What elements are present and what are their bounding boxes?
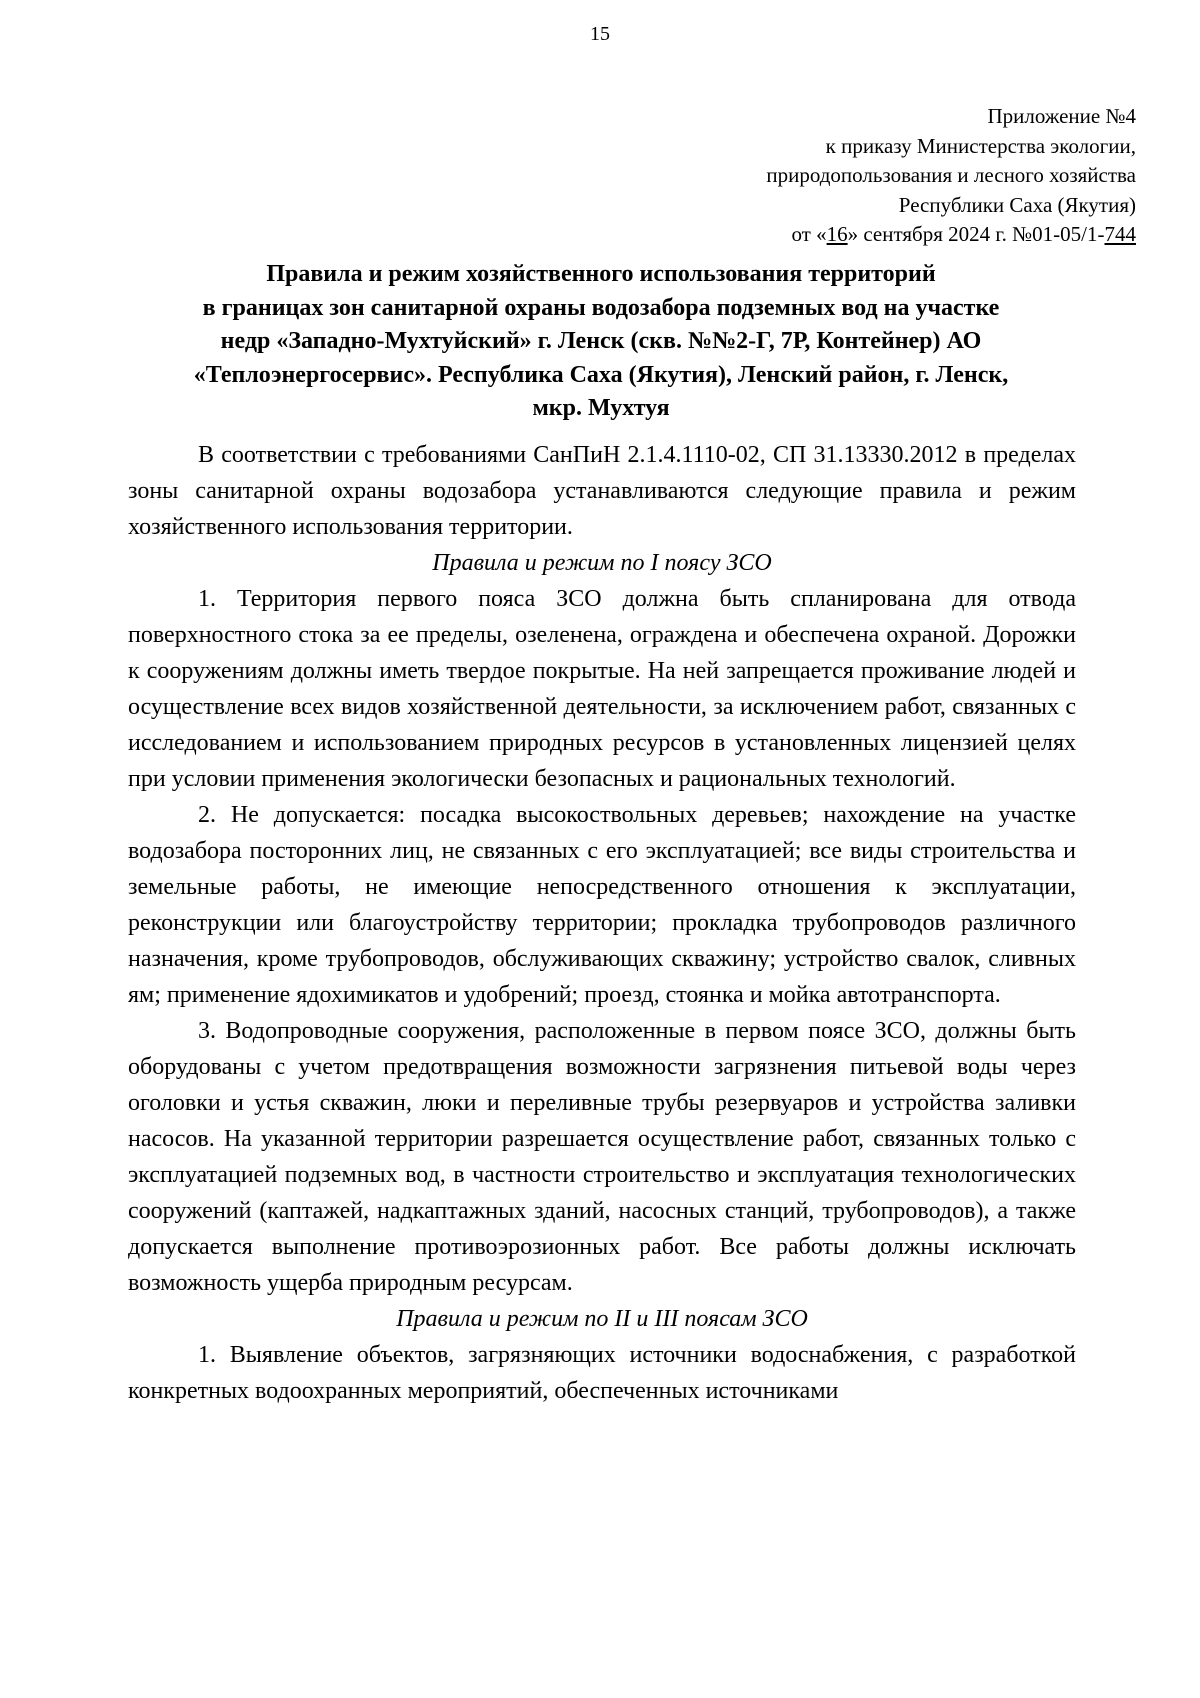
zone-1-rule-3: 3. Водопроводные сооружения, расположенные в первом поясе ЗСО, должны быть оборудованы с учетом предотвращения возможности загрязнения питьевой воды через оголовки и устья скважин, люки и переливные трубы резервуаров и устройства заливки насосов. На указанной территории разрешается осуществление работ, связанных только с эксплуатацией подземных вод, в частности строительство и эксплуатация технологических сооружений (каптажей, надкаптажных зданий, насосных станций, трубопроводов), а также допускается выполнение противоэрозионных работ. Все работы должны исключать возможность ущерба природным ресурсам. bbox=[128, 1018, 1076, 1296]
appendix-header bbox=[766, 102, 1136, 250]
intro-paragraph: В соответствии с требованиями СанПиН 2.1.4.1110-02, СП 31.13330.2012 в пределах зоны санитарной охраны водозабора устанавливаются следующие правила и режим хозяйственного использования территории. bbox=[128, 442, 1076, 540]
appendix-label: Приложение №4 bbox=[987, 104, 1136, 128]
title-line: в границах зон санитарной охраны водозабора подземных вод на участке bbox=[202, 294, 1000, 321]
zone-2-3-rule-1: 1. Выявление объектов, загрязняющих источники водоснабжения, с разработкой конкретных водоохранных мероприятий, обеспеченных источниками bbox=[128, 1342, 1076, 1404]
section-heading-zone-2-3: Правила и режим по II и III поясам ЗСО bbox=[396, 1306, 808, 1332]
title-line: мкр. Мухтуя bbox=[532, 395, 670, 421]
appendix-republic: Республики Саха (Якутия) bbox=[898, 192, 1136, 217]
date-day: 16 bbox=[826, 222, 848, 246]
title-line: недр «Западно-Мухтуйский» г. Ленск (скв. №№2-Г, 7Р, Контейнер) АО bbox=[220, 328, 982, 354]
document-title bbox=[120, 258, 1082, 426]
appendix-ministry: природопользования и лесного хозяйства bbox=[766, 163, 1136, 187]
date-middle: » сентября 2024 г. №01-05/1- bbox=[847, 222, 1105, 246]
section-heading-zone-1: Правила и режим по I поясу ЗСО bbox=[432, 550, 772, 576]
zone-1-rule-1: 1. Территория первого пояса ЗСО должна быть спланирована для отвода поверхностного стока за ее пределы, озеленена, ограждена и обеспечена охраной. Дорожки к сооружениям должны иметь твердое покрытые. На ней запрещается проживание людей и осуществление всех видов хозяйственной деятельности, за исключением работ, связанных с исследованием и использованием природных ресурсов в установленных лицензией целях при условии применения экологически безопасных и рациональных технологий. bbox=[128, 586, 1076, 792]
title-line: Правила и режим хозяйственного использования территорий bbox=[266, 261, 936, 287]
date-prefix: от « bbox=[791, 222, 827, 246]
appendix-date-line bbox=[766, 220, 1136, 250]
title-line: «Теплоэнергосервис». Республика Саха (Якутия), Ленский район, г. Ленск, bbox=[193, 361, 1009, 388]
page-number: 15 bbox=[590, 23, 610, 45]
document-body bbox=[128, 437, 1076, 1409]
appendix-order-ref: к приказу Министерства экологии, bbox=[825, 133, 1136, 158]
zone-1-rule-2: 2. Не допускается: посадка высокоствольных деревьев; нахождение на участке водозабора посторонних лиц, не связанных с его эксплуатацией; все виды строительства и земельные работы, не имеющие непосредственного отношения к эксплуатации, реконструкции или благоустройству территории; прокладка трубопроводов различного назначения, кроме трубопроводов, обслуживающих скважину; устройство свалок, сливных ям; применение ядохимикатов и удобрений; проезд, стоянка и мойка автотранспорта. bbox=[128, 802, 1076, 1008]
order-number: 744 bbox=[1104, 222, 1136, 246]
